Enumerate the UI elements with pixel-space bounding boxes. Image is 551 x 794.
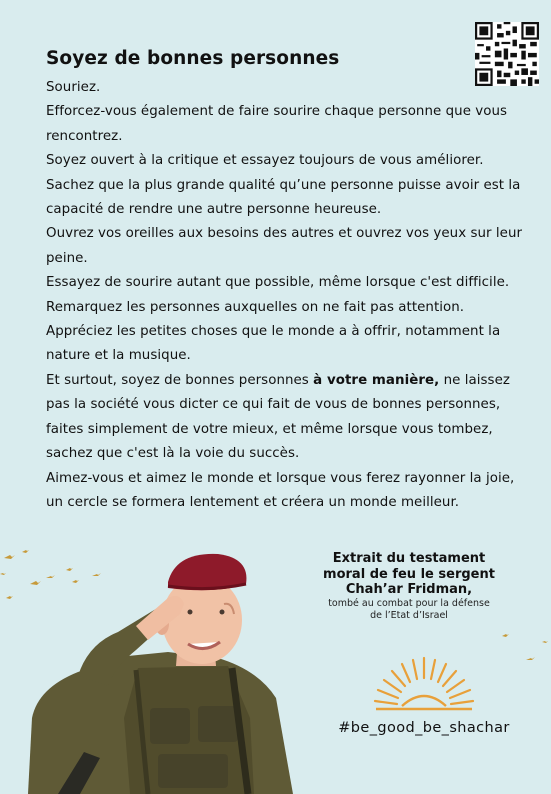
paragraph: Ouvrez vos oreilles aux besoins des autres et ouvrez vos yeux sur leur peine. <box>46 226 523 266</box>
paragraph-emphasis <box>46 369 526 467</box>
paragraph: Aimez-vous et aimez le monde et lorsque vous ferez rayonner la joie, un cercle se formera lentement et créera un monde meilleur. <box>46 470 515 510</box>
paragraph: Soyez ouvert à la critique et essayez toujours de vous améliorer. <box>46 153 484 169</box>
paragraph: Efforcez-vous également de faire sourire chaque personne que vous rencontrez. <box>46 104 508 144</box>
rising-sun-icon <box>372 656 476 712</box>
hashtag: #be_good_be_shachar <box>338 720 510 736</box>
page-title: Soyez de bonnes personnes <box>46 48 340 69</box>
testament-caption <box>310 551 508 622</box>
text-run: Et surtout, soyez de bonnes personnes <box>46 372 314 388</box>
caption-subline: tombé au combat pour la défense <box>328 597 490 609</box>
saluting-soldier-photo <box>18 548 318 794</box>
caption-line: Extrait du testament <box>332 551 486 566</box>
caption-line: Chah’ar Fridman, <box>345 582 473 597</box>
paragraph: Essayez de sourire autant que possible, même lorsque c'est difficile. <box>46 275 510 291</box>
letter-body <box>46 76 526 515</box>
caption-line: moral de feu le sergent <box>323 566 495 582</box>
bold-phrase: à votre manière, <box>313 372 440 388</box>
text-run: ne laissez pas la société vous dicter ce qui fait de vous de bonnes personnes, faites simplement de votre mieux, et même lorsque vous tombez, sachez que c'est là la voie du succès. <box>46 372 510 462</box>
birds-icon <box>492 630 551 670</box>
paragraph: Sachez que la plus grande qualité qu’une personne puisse avoir est la capacité de rendre une autre personne heureuse. <box>46 177 521 218</box>
paragraph: Appréciez les petites choses que le monde a à offrir, notamment la nature et la musique. <box>46 324 501 364</box>
paragraph: Remarquez les personnes auxquelles on ne fait pas attention. <box>46 299 465 315</box>
caption-subline: de l’Etat d’Israel <box>370 609 448 621</box>
paragraph: Souriez. <box>46 80 101 95</box>
